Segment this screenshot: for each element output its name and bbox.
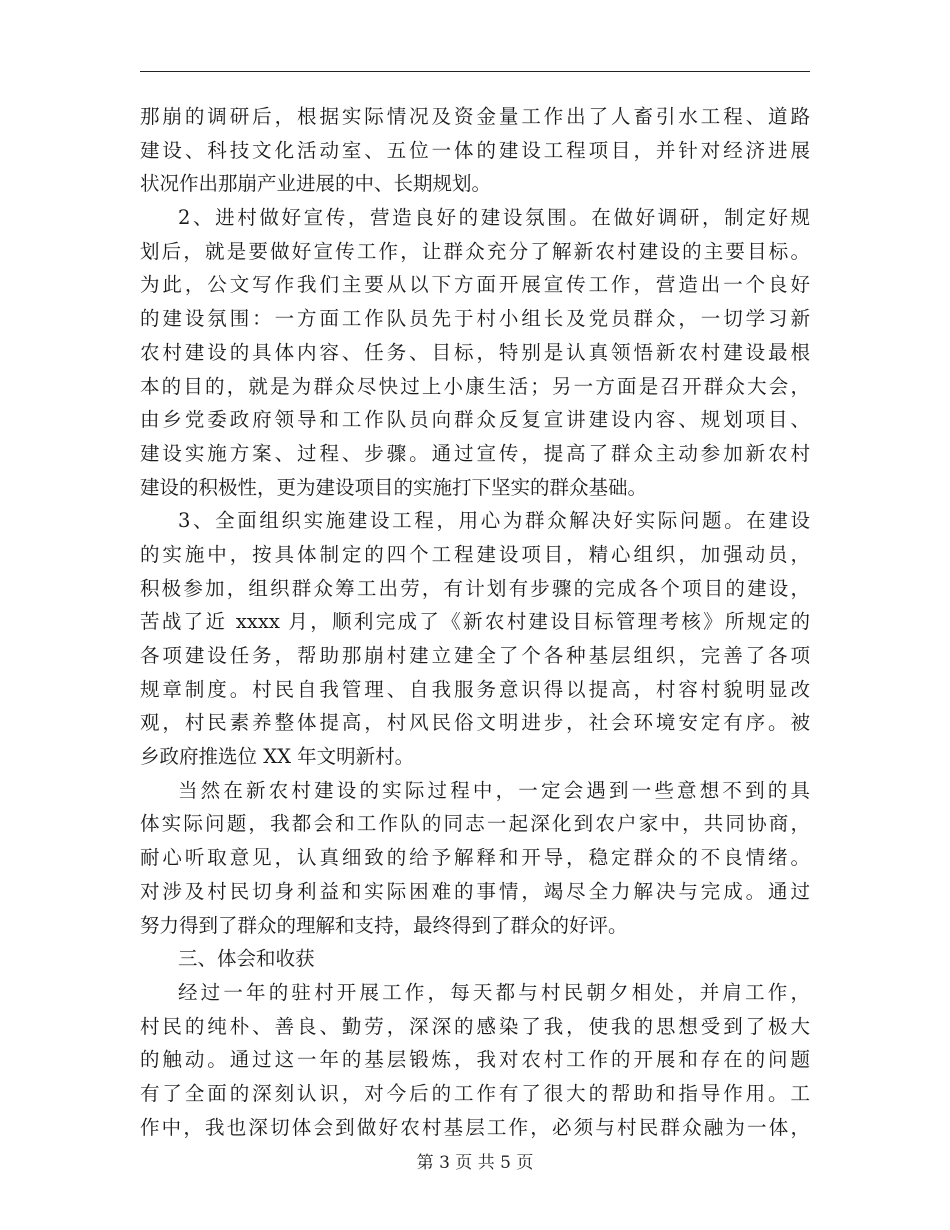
text-line: 建设、科技文化活动室、五位一体的建设工程项目，并针对经济进展 (140, 138, 810, 162)
text-line: 三、体会和收获 (178, 947, 315, 971)
text-line: 的建设氛围：一方面工作队员先于村小组长及党员群众，一切学习新 (140, 307, 810, 331)
text-line: 的实施中，按具体制定的四个工程建设项目，精心组织，加强动员， (140, 542, 810, 566)
text-line: 观，村民素养整体提高，村风民俗文明进步，社会环境安定有序。被 (140, 711, 810, 735)
text-line: 苦战了近 xxxx 月，顺利完成了《新农村建设目标管理考核》所规定的 (140, 610, 810, 634)
text-line: 本的目的，就是为群众尽快过上小康生活；另一方面是召开群众大会， (140, 374, 810, 398)
text-line: 3、全面组织实施建设工程，用心为群众解决好实际问题。在建设 (178, 509, 810, 533)
text-line: 耐心听取意见，认真细致的给予解释和开导，稳定群众的不良情绪。 (140, 846, 810, 870)
text-line: 乡政府推选位 XX 年文明新村。 (140, 745, 415, 769)
page-footer: 第 3 页 共 5 页 (416, 1153, 534, 1173)
document-body (140, 100, 810, 1144)
text-line: 各项建设任务，帮助那崩村建立建全了个各种基层组织，完善了各项 (140, 644, 810, 667)
text-line: 规章制度。村民自我管理、自我服务意识得以提高，村容村貌明显改 (140, 677, 810, 701)
text-line: 作中，我也深切体会到做好农村基层工作，必须与村民群众融为一体， (140, 1115, 810, 1139)
text-line: 划后，就是要做好宣传工作，让群众充分了解新农村建设的主要目标。 (140, 239, 810, 263)
text-line: 经过一年的驻村开展工作，每天都与村民朝夕相处，并肩工作， (178, 980, 810, 1004)
text-line: 那崩的调研后，根据实际情况及资金量工作出了人畜引水工程、道路 (140, 105, 810, 128)
text-line: 状况作出那崩产业进展的中、长期规划。 (140, 172, 492, 196)
text-line: 由乡党委政府领导和工作队员向群众反复宣讲建设内容、规划项目、 (140, 408, 810, 432)
text-line: 农村建设的具体内容、任务、目标，特别是认真领悟新农村建设最根 (140, 340, 810, 364)
text-line: 的触动。通过这一年的基层锻炼，我对农村工作的开展和存在的问题 (140, 1048, 810, 1072)
text-line: 为此，公文写作我们主要从以下方面开展宣传工作，营造出一个良好 (140, 273, 810, 297)
text-line: 建设的积极性，更为建设项目的实施打下坚实的群众基础。 (140, 475, 648, 499)
text-line: 对涉及村民切身利益和实际困难的事情，竭尽全力解决与完成。通过 (140, 879, 810, 903)
text-line: 积极参加，组织群众筹工出劳，有计划有步骤的完成各个项目的建设， (140, 576, 810, 600)
text-line: 建设实施方案、过程、步骤。通过宣传，提高了群众主动参加新农村 (140, 441, 810, 465)
text-line: 村民的纯朴、善良、勤劳，深深的感染了我，使我的思想受到了极大 (140, 1014, 810, 1038)
text-line: 当然在新农村建设的实际过程中，一定会遇到一些意想不到的具 (178, 778, 810, 802)
header-rule (140, 71, 810, 72)
text-line: 2、进村做好宣传，营造良好的建设氛围。在做好调研，制定好规 (178, 206, 810, 230)
text-line: 体实际问题，我都会和工作队的同志一起深化到农户家中，共同协商， (140, 812, 810, 836)
text-line: 有了全面的深刻认识，对今后的工作有了很大的帮助和指导作用。工 (140, 1081, 810, 1105)
text-line: 努力得到了群众的理解和支持，最终得到了群众的好评。 (140, 913, 628, 937)
